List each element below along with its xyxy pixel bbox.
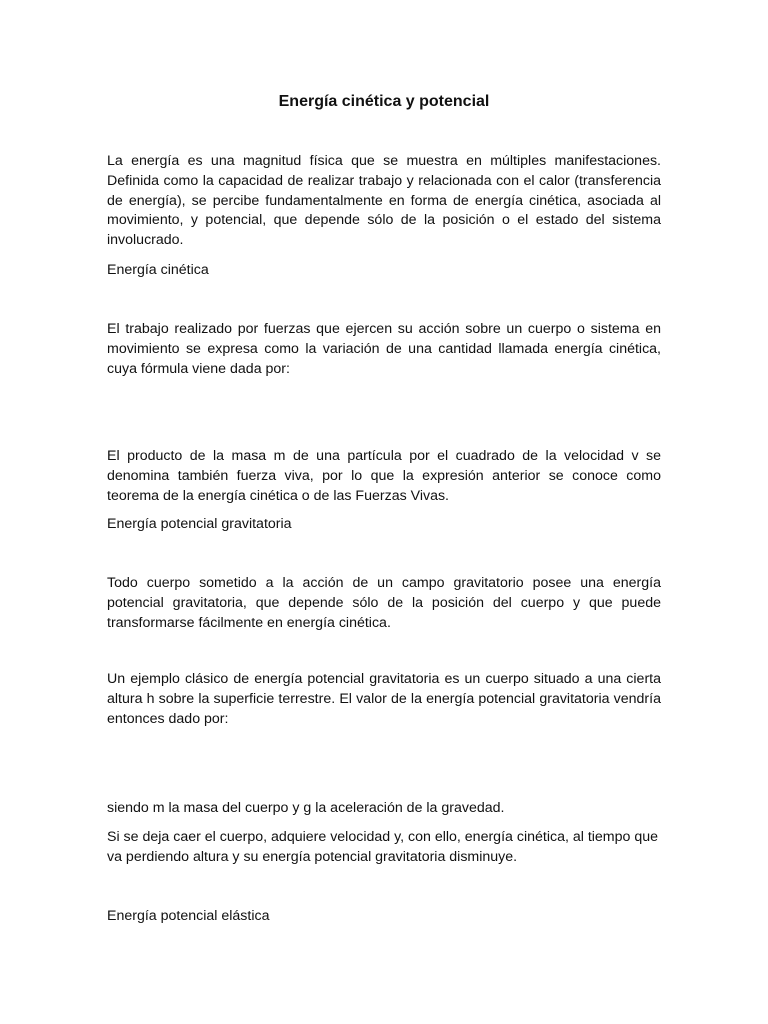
heading-energia-potencial-gravitatoria: Energía potencial gravitatoria	[107, 516, 292, 532]
paragraph-energia-intro: La energía es una magnitud física que se muestra en múltiples manifestaciones. Definida como la capacidad de realizar trabajo y relacionada con el calor (transferencia de energía), se percibe fundamentalmente en forma de energía cinética, asociada al movimiento, y potencial, que depende sólo de la posición o el estado del sistema involucrado.	[107, 153, 661, 249]
paragraph-fuerza-viva: El producto de la masa m de una partícula por el cuadrado de la velocidad v se denomina también fuerza viva, por lo que la expresión anterior se conoce como teorema de la energía cinética o de las Fuerzas Vivas.	[107, 448, 661, 504]
page-title: Energía cinética y potencial	[278, 93, 490, 110]
paragraph-ejemplo-altura: Un ejemplo clásico de energía potencial gravitatoria es un cuerpo situado a una cierta altura h sobre la superficie terrestre. El valor de la energía potencial gravitatoria vendría entonces dado por:	[107, 671, 661, 727]
paragraph-campo-gravitatorio: Todo cuerpo sometido a la acción de un campo gravitatorio posee una energía potencial gravitatoria, que depende sólo de la posición del cuerpo y que puede transformarse fácilmente en energía cinética.	[107, 575, 661, 631]
paragraph-caida-cuerpo: Si se deja caer el cuerpo, adquiere velocidad y, con ello, energía cinética, al tiempo que va perdiendo altura y su energía potencial gravitatoria disminuye.	[107, 829, 659, 865]
heading-energia-cinetica: Energía cinética	[107, 262, 209, 278]
heading-energia-potencial-elastica: Energía potencial elástica	[107, 908, 270, 924]
paragraph-trabajo: El trabajo realizado por fuerzas que ejercen su acción sobre un cuerpo o sistema en movimiento se expresa como la variación de una cantidad llamada energía cinética, cuya fórmula viene dada por:	[107, 321, 661, 377]
paragraph-masa-gravedad: siendo m la masa del cuerpo y g la aceleración de la gravedad.	[107, 800, 505, 816]
